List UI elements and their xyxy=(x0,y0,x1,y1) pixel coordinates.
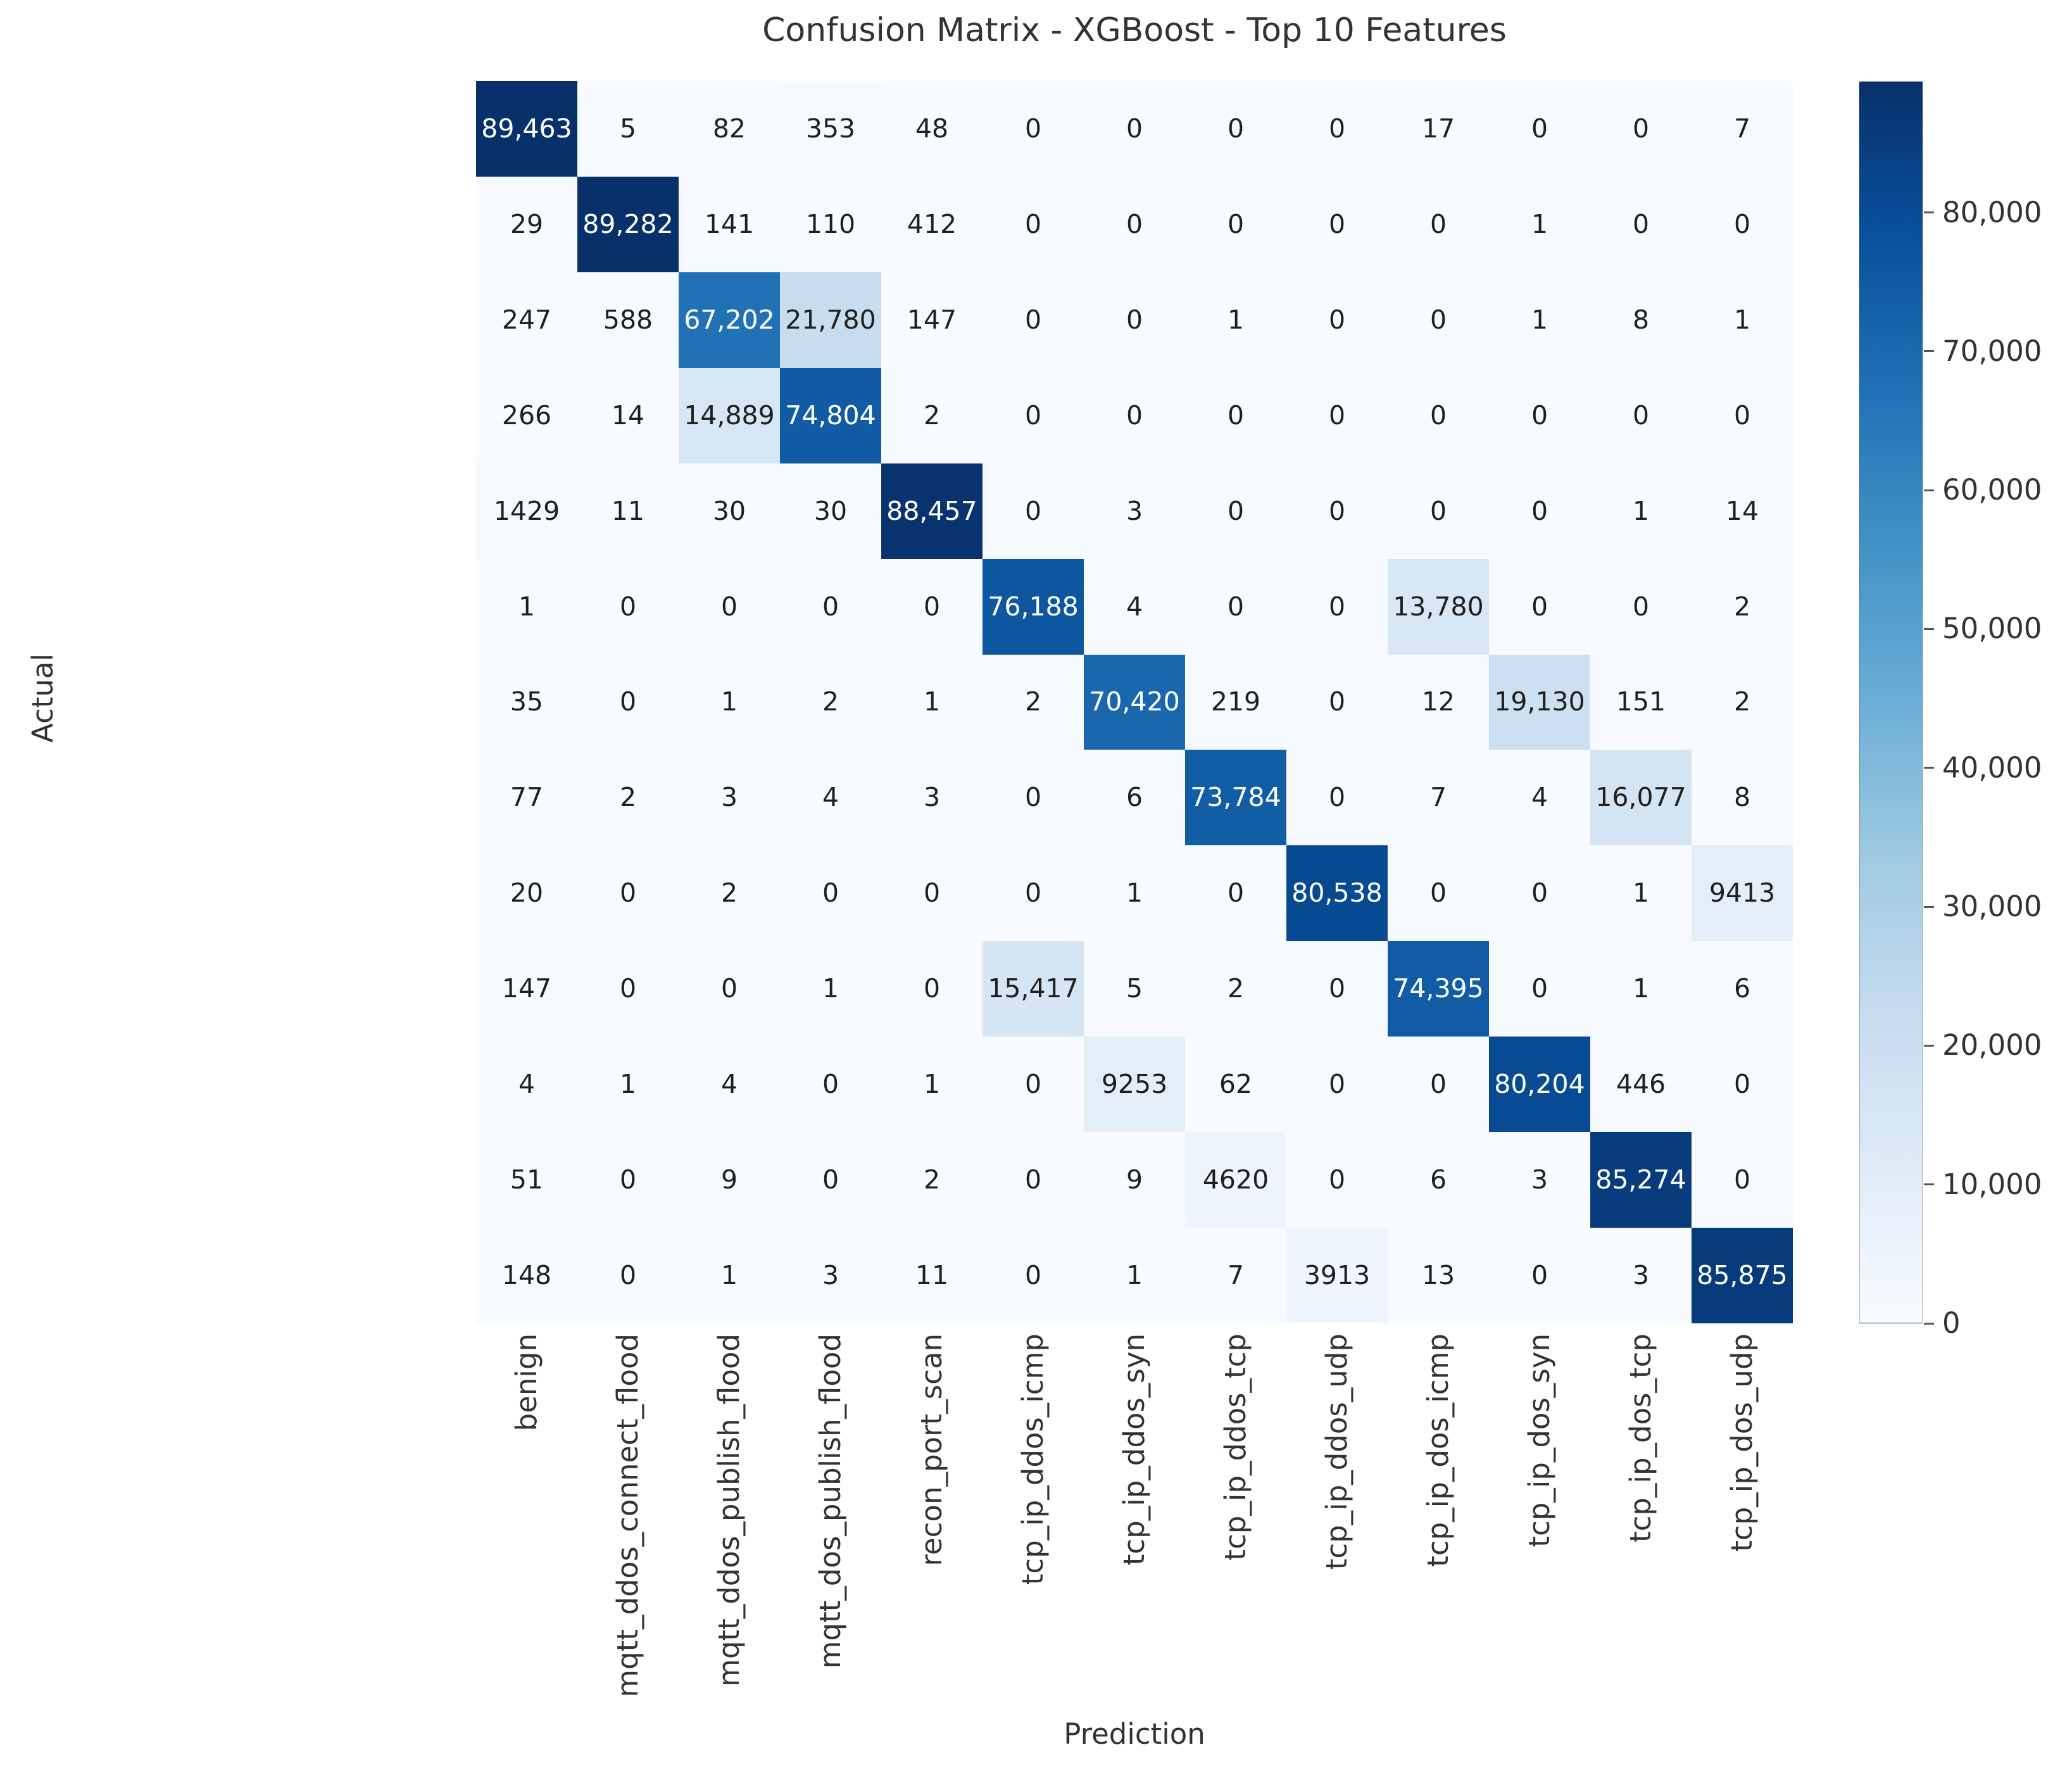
heatmap-cell: 0 xyxy=(1286,368,1388,463)
heatmap-cell: 0 xyxy=(1489,368,1590,463)
heatmap-cell: 0 xyxy=(983,1132,1084,1228)
colorbar-tick-label: 70,000 xyxy=(1942,334,2042,368)
heatmap-cell: 3 xyxy=(1590,1228,1692,1323)
x-axis-label: Prediction xyxy=(1064,1717,1205,1751)
x-tick-label: recon_port_scan xyxy=(915,1333,948,1566)
heatmap-cell: 20 xyxy=(476,845,577,941)
heatmap-cell: 2 xyxy=(679,845,780,941)
colorbar-tick-label: 0 xyxy=(1942,1306,1961,1340)
heatmap-cell: 1 xyxy=(1084,1228,1185,1323)
heatmap-cell: 0 xyxy=(1084,81,1185,177)
heatmap-cell: 73,784 xyxy=(1185,750,1286,845)
heatmap-cell: 0 xyxy=(577,1228,679,1323)
heatmap-cell: 0 xyxy=(1185,845,1286,941)
heatmap-cell: 11 xyxy=(577,463,679,559)
heatmap-cell: 0 xyxy=(1286,1132,1388,1228)
heatmap-cell: 0 xyxy=(1489,559,1590,655)
heatmap-cell: 14 xyxy=(1692,463,1793,559)
heatmap-cell: 0 xyxy=(1388,272,1489,368)
heatmap-cell: 17 xyxy=(1388,81,1489,177)
heatmap-cell: 2 xyxy=(983,655,1084,750)
heatmap-cell: 148 xyxy=(476,1228,577,1323)
heatmap-cell: 1 xyxy=(1590,941,1692,1037)
heatmap-cell: 74,395 xyxy=(1388,941,1489,1037)
colorbar-tick-mark xyxy=(1924,767,1934,769)
heatmap-cell: 6 xyxy=(1084,750,1185,845)
heatmap-cell: 51 xyxy=(476,1132,577,1228)
heatmap-cell: 9253 xyxy=(1084,1037,1185,1132)
heatmap-cell: 5 xyxy=(1084,941,1185,1037)
heatmap-cell: 0 xyxy=(780,559,881,655)
heatmap-cell: 219 xyxy=(1185,655,1286,750)
heatmap-cell: 1 xyxy=(1590,845,1692,941)
heatmap-cell: 2 xyxy=(1692,559,1793,655)
heatmap-cell: 1 xyxy=(679,655,780,750)
heatmap-cell: 3 xyxy=(1489,1132,1590,1228)
heatmap-cell: 13,780 xyxy=(1388,559,1489,655)
heatmap-cell: 85,274 xyxy=(1590,1132,1692,1228)
colorbar-tick-label: 40,000 xyxy=(1942,750,2042,785)
heatmap-cell: 30 xyxy=(679,463,780,559)
x-tick-label: tcp_ip_dos_udp xyxy=(1725,1333,1759,1552)
colorbar-tick-mark xyxy=(1924,1045,1934,1047)
heatmap-cell: 0 xyxy=(780,845,881,941)
heatmap-cell: 77 xyxy=(476,750,577,845)
heatmap-cell: 0 xyxy=(1388,177,1489,272)
heatmap-cell: 0 xyxy=(1286,559,1388,655)
heatmap-cell: 0 xyxy=(1489,81,1590,177)
heatmap-cell: 0 xyxy=(1692,1132,1793,1228)
heatmap-cell: 0 xyxy=(1489,941,1590,1037)
colorbar-tick-mark xyxy=(1924,1323,1934,1325)
x-tick-label: tcp_ip_ddos_icmp xyxy=(1016,1333,1050,1585)
heatmap-cell: 0 xyxy=(1185,559,1286,655)
heatmap-cell: 0 xyxy=(1286,1037,1388,1132)
heatmap-cell: 0 xyxy=(1489,1228,1590,1323)
colorbar-tick-label: 20,000 xyxy=(1942,1028,2042,1062)
heatmap-cell: 85,875 xyxy=(1692,1228,1793,1323)
heatmap-cell: 141 xyxy=(679,177,780,272)
heatmap-grid xyxy=(476,81,1793,1323)
heatmap-cell: 0 xyxy=(1084,177,1185,272)
heatmap-cell: 0 xyxy=(983,272,1084,368)
heatmap-cell: 30 xyxy=(780,463,881,559)
heatmap-cell: 29 xyxy=(476,177,577,272)
heatmap-cell: 353 xyxy=(780,81,881,177)
heatmap-cell: 0 xyxy=(1286,750,1388,845)
heatmap-cell: 1 xyxy=(1489,272,1590,368)
heatmap-cell: 2 xyxy=(577,750,679,845)
heatmap-cell: 0 xyxy=(983,463,1084,559)
heatmap-cell: 9 xyxy=(679,1132,780,1228)
heatmap-cell: 0 xyxy=(983,845,1084,941)
colorbar-tick-mark xyxy=(1924,350,1934,352)
colorbar-tick-label: 60,000 xyxy=(1942,473,2042,507)
heatmap-cell: 412 xyxy=(881,177,983,272)
heatmap-cell: 12 xyxy=(1388,655,1489,750)
heatmap-cell: 0 xyxy=(1489,463,1590,559)
heatmap-cell: 3 xyxy=(881,750,983,845)
heatmap-cell: 11 xyxy=(881,1228,983,1323)
heatmap-cell: 14,889 xyxy=(679,368,780,463)
x-tick-label: tcp_ip_ddos_udp xyxy=(1320,1333,1353,1570)
heatmap-cell: 446 xyxy=(1590,1037,1692,1132)
heatmap-cell: 9 xyxy=(1084,1132,1185,1228)
heatmap-cell: 89,463 xyxy=(476,81,577,177)
heatmap-cell: 0 xyxy=(1388,1037,1489,1132)
heatmap-cell: 1 xyxy=(577,1037,679,1132)
heatmap-cell: 76,188 xyxy=(983,559,1084,655)
colorbar-tick-label: 10,000 xyxy=(1942,1167,2042,1201)
heatmap-cell: 0 xyxy=(881,845,983,941)
heatmap-cell: 7 xyxy=(1692,81,1793,177)
heatmap-cell: 0 xyxy=(1286,272,1388,368)
colorbar-tick-mark xyxy=(1924,628,1934,630)
heatmap-cell: 89,282 xyxy=(577,177,679,272)
heatmap-cell: 1 xyxy=(476,559,577,655)
heatmap-cell: 3 xyxy=(679,750,780,845)
heatmap-cell: 0 xyxy=(983,1037,1084,1132)
colorbar-tick-mark xyxy=(1924,211,1934,213)
heatmap-cell: 0 xyxy=(679,941,780,1037)
heatmap-cell: 0 xyxy=(1590,559,1692,655)
x-tick-label: tcp_ip_dos_tcp xyxy=(1624,1333,1657,1543)
x-tick-label: benign xyxy=(510,1333,543,1432)
heatmap-cell: 21,780 xyxy=(780,272,881,368)
heatmap-cell: 1 xyxy=(1185,272,1286,368)
heatmap-cell: 0 xyxy=(1185,368,1286,463)
heatmap-cell: 147 xyxy=(476,941,577,1037)
colorbar xyxy=(1859,81,1923,1323)
heatmap-cell: 80,538 xyxy=(1286,845,1388,941)
heatmap-cell: 0 xyxy=(679,559,780,655)
heatmap-cell: 0 xyxy=(780,1037,881,1132)
heatmap-cell: 8 xyxy=(1692,750,1793,845)
heatmap-cell: 1 xyxy=(881,655,983,750)
x-tick-label: tcp_ip_dos_syn xyxy=(1523,1333,1556,1547)
heatmap-cell: 0 xyxy=(881,941,983,1037)
colorbar-tick-mark xyxy=(1924,906,1934,908)
heatmap-cell: 1 xyxy=(679,1228,780,1323)
x-tick-label: mqtt_ddos_publish_flood xyxy=(712,1333,746,1687)
heatmap-cell: 4 xyxy=(1084,559,1185,655)
heatmap-cell: 2 xyxy=(780,655,881,750)
heatmap-cell: 3913 xyxy=(1286,1228,1388,1323)
heatmap-cell: 0 xyxy=(577,845,679,941)
x-tick-label: tcp_ip_ddos_syn xyxy=(1117,1333,1151,1566)
heatmap-cell: 19,130 xyxy=(1489,655,1590,750)
heatmap-cell: 88,457 xyxy=(881,463,983,559)
heatmap-cell: 0 xyxy=(983,750,1084,845)
heatmap-cell: 151 xyxy=(1590,655,1692,750)
heatmap-cell: 0 xyxy=(577,941,679,1037)
heatmap-cell: 0 xyxy=(881,559,983,655)
heatmap-cell: 14 xyxy=(577,368,679,463)
heatmap-cell: 7 xyxy=(1388,750,1489,845)
heatmap-cell: 4 xyxy=(679,1037,780,1132)
heatmap-cell: 0 xyxy=(1692,177,1793,272)
heatmap-cell: 6 xyxy=(1692,941,1793,1037)
heatmap-cell: 4 xyxy=(1489,750,1590,845)
heatmap-cell: 1429 xyxy=(476,463,577,559)
heatmap-cell: 2 xyxy=(1185,941,1286,1037)
x-tick-label: mqtt_dos_publish_flood xyxy=(813,1333,847,1669)
heatmap-cell: 67,202 xyxy=(679,272,780,368)
heatmap-cell: 266 xyxy=(476,368,577,463)
colorbar-tick-mark xyxy=(1924,1183,1934,1185)
heatmap-cell: 0 xyxy=(1286,655,1388,750)
heatmap-cell: 0 xyxy=(577,655,679,750)
heatmap-cell: 16,077 xyxy=(1590,750,1692,845)
heatmap-cell: 0 xyxy=(983,368,1084,463)
heatmap-cell: 0 xyxy=(1388,368,1489,463)
heatmap-cell: 6 xyxy=(1388,1132,1489,1228)
heatmap-cell: 0 xyxy=(1185,463,1286,559)
heatmap-cell: 0 xyxy=(1388,845,1489,941)
heatmap-cell: 0 xyxy=(1590,81,1692,177)
heatmap-cell: 9413 xyxy=(1692,845,1793,941)
heatmap-cell: 3 xyxy=(780,1228,881,1323)
heatmap-cell: 1 xyxy=(1590,463,1692,559)
heatmap-cell: 0 xyxy=(1084,272,1185,368)
colorbar-tick-label: 80,000 xyxy=(1942,195,2042,229)
chart-title: Confusion Matrix - XGBoost - Top 10 Features xyxy=(762,11,1507,49)
heatmap-cell: 0 xyxy=(1489,845,1590,941)
x-tick-label: tcp_ip_dos_icmp xyxy=(1421,1333,1455,1567)
heatmap-cell: 1 xyxy=(1692,272,1793,368)
heatmap-cell: 3 xyxy=(1084,463,1185,559)
heatmap-cell: 0 xyxy=(577,559,679,655)
heatmap-cell: 247 xyxy=(476,272,577,368)
heatmap-cell: 4 xyxy=(476,1037,577,1132)
colorbar-tick-label: 50,000 xyxy=(1942,612,2042,646)
heatmap-cell: 80,204 xyxy=(1489,1037,1590,1132)
heatmap-cell: 62 xyxy=(1185,1037,1286,1132)
heatmap-cell: 4 xyxy=(780,750,881,845)
heatmap-cell: 35 xyxy=(476,655,577,750)
heatmap-cell: 0 xyxy=(1286,941,1388,1037)
heatmap-cell: 0 xyxy=(780,1132,881,1228)
heatmap-cell: 82 xyxy=(679,81,780,177)
heatmap-cell: 0 xyxy=(577,1132,679,1228)
heatmap-cell: 0 xyxy=(1286,463,1388,559)
heatmap-cell: 0 xyxy=(983,81,1084,177)
x-tick-label: tcp_ip_ddos_tcp xyxy=(1219,1333,1252,1561)
heatmap-cell: 1 xyxy=(1084,845,1185,941)
heatmap-cell: 1 xyxy=(780,941,881,1037)
heatmap-cell: 2 xyxy=(881,1132,983,1228)
heatmap-cell: 588 xyxy=(577,272,679,368)
colorbar-tick-mark xyxy=(1924,489,1934,491)
heatmap-cell: 0 xyxy=(1388,463,1489,559)
heatmap-cell: 1 xyxy=(881,1037,983,1132)
heatmap-cell: 0 xyxy=(1185,81,1286,177)
heatmap-cell: 1 xyxy=(1489,177,1590,272)
heatmap-cell: 13 xyxy=(1388,1228,1489,1323)
heatmap-cell: 0 xyxy=(1692,368,1793,463)
heatmap-cell: 5 xyxy=(577,81,679,177)
heatmap-cell: 0 xyxy=(983,177,1084,272)
heatmap-cell: 0 xyxy=(983,1228,1084,1323)
y-axis-label: Actual xyxy=(26,653,60,743)
heatmap-cell: 147 xyxy=(881,272,983,368)
heatmap-cell: 0 xyxy=(1590,368,1692,463)
heatmap-cell: 0 xyxy=(1286,177,1388,272)
heatmap-cell: 74,804 xyxy=(780,368,881,463)
heatmap-cell: 48 xyxy=(881,81,983,177)
heatmap-cell: 2 xyxy=(881,368,983,463)
heatmap-cell: 2 xyxy=(1692,655,1793,750)
heatmap-cell: 0 xyxy=(1692,1037,1793,1132)
heatmap-cell: 70,420 xyxy=(1084,655,1185,750)
colorbar-tick-label: 30,000 xyxy=(1942,890,2042,924)
heatmap-cell: 0 xyxy=(1590,177,1692,272)
heatmap-cell: 0 xyxy=(1084,368,1185,463)
heatmap-cell: 0 xyxy=(1185,177,1286,272)
heatmap-cell: 8 xyxy=(1590,272,1692,368)
x-tick-label: mqtt_ddos_connect_flood xyxy=(611,1333,644,1698)
heatmap-cell: 110 xyxy=(780,177,881,272)
heatmap-cell: 15,417 xyxy=(983,941,1084,1037)
heatmap-cell: 4620 xyxy=(1185,1132,1286,1228)
heatmap-cell: 0 xyxy=(1286,81,1388,177)
heatmap-cell: 7 xyxy=(1185,1228,1286,1323)
